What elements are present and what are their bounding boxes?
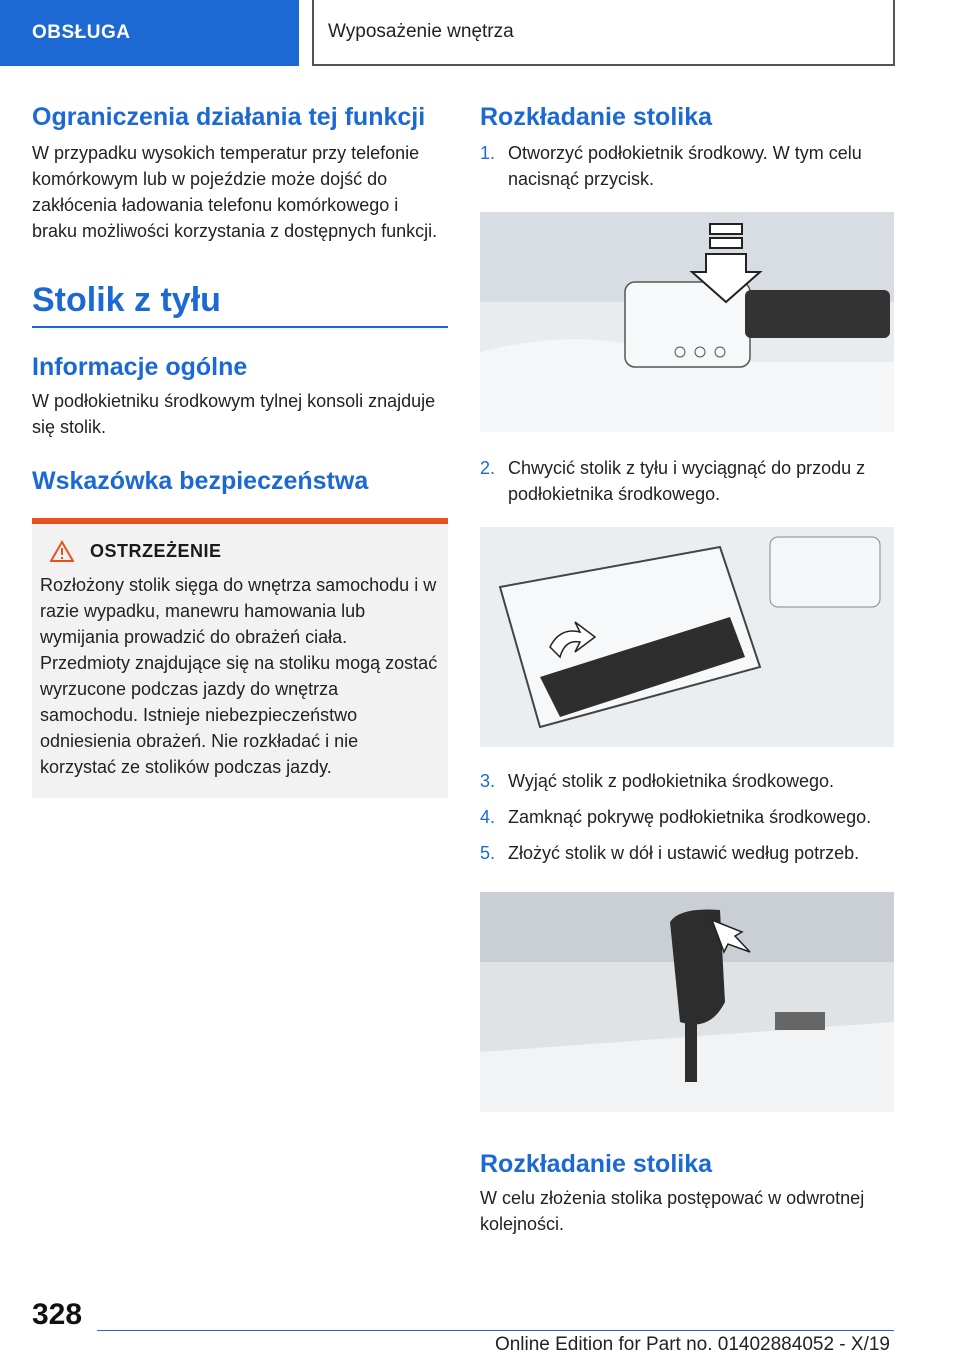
page-number: 328 [32, 1298, 83, 1331]
steps-list-a [480, 140, 894, 192]
warning-title: OSTRZEŻENIE [90, 540, 222, 561]
general-heading: Informacje ogólne [32, 353, 248, 381]
step-number: 3. [480, 771, 496, 791]
step-item [480, 804, 894, 830]
warning-box [32, 518, 448, 798]
chapter-header [312, 0, 895, 66]
heading-rule [32, 326, 448, 328]
step-number: 1. [480, 143, 496, 163]
warning-triangle-icon [50, 540, 74, 562]
unfold-heading: Rozkładanie stolika [480, 103, 713, 131]
step-item [480, 768, 894, 794]
section-label: OBSŁUGA [32, 22, 131, 43]
steps-list-b [480, 455, 894, 507]
step-text: Zamknąć pokrywę podłokietnika środkowego. [508, 807, 872, 827]
safety-heading: Wskazówka bezpieczeństwa [32, 467, 369, 495]
warning-text: Rozłożony stolik sięga do wnętrza samochodu i w razie wypadku, manewru hamowania lub wymijania prowadzić do obrażeń ciała. Przedmioty znajdujące się na stoliku mogą zostać wyrzucone podczas jazdy do wnętrza samochodu. Istnieje niebezpieczeństwo odniesienia obrażeń. Nie rozkładać i nie korzystać ze stolików podczas jazdy. [40, 575, 438, 777]
step-text: Chwycić stolik z tyłu i wyciągnąć do przodu z podłokietnika środkowego. [508, 458, 866, 504]
step-text: Złożyć stolik w dół i ustawić według potrzeb. [508, 843, 860, 863]
step-item [480, 140, 894, 192]
main-heading: Stolik z tyłu [32, 281, 221, 319]
step-number: 2. [480, 458, 496, 478]
step-item [480, 840, 894, 866]
general-text: W podłokietniku środkowym tylnej konsoli znajduje się stolik. [32, 391, 436, 437]
warning-header [50, 540, 438, 562]
limits-text: W przypadku wysokich temperatur przy telefonie komórkowym lub w pojeździe może dojść do zakłócenia ładowania telefonu komórkowego i braku możliwości korzystania z dostępnych funkcji. [32, 143, 438, 241]
steps-list-c [480, 768, 894, 866]
fold-text: W celu złożenia stolika postępować w odwrotnej kolejności. [480, 1188, 865, 1234]
step-item [480, 455, 894, 507]
step-number: 4. [480, 807, 496, 827]
limits-heading: Ograniczenia działania tej funkcji [32, 103, 426, 131]
step-number: 5. [480, 843, 496, 863]
step-text: Otworzyć podłokietnik środkowy. W tym celu nacisnąć przycisk. [508, 143, 862, 189]
chapter-title: Wyposażenie wnętrza [328, 21, 514, 42]
fold-heading: Rozkładanie stolika [480, 1150, 713, 1178]
footer-rule [97, 1330, 894, 1331]
left-column [32, 100, 448, 798]
edition-note: Online Edition for Part no. 01402884052 - X/19 [494, 1334, 890, 1355]
step-text: Wyjąć stolik z podłokietnika środkowego. [508, 771, 834, 791]
table-fold-figure [480, 892, 894, 1112]
armrest-open-figure [480, 212, 894, 432]
section-tab[interactable] [0, 0, 299, 66]
right-column [480, 100, 894, 1237]
table-pull-figure [480, 527, 894, 747]
